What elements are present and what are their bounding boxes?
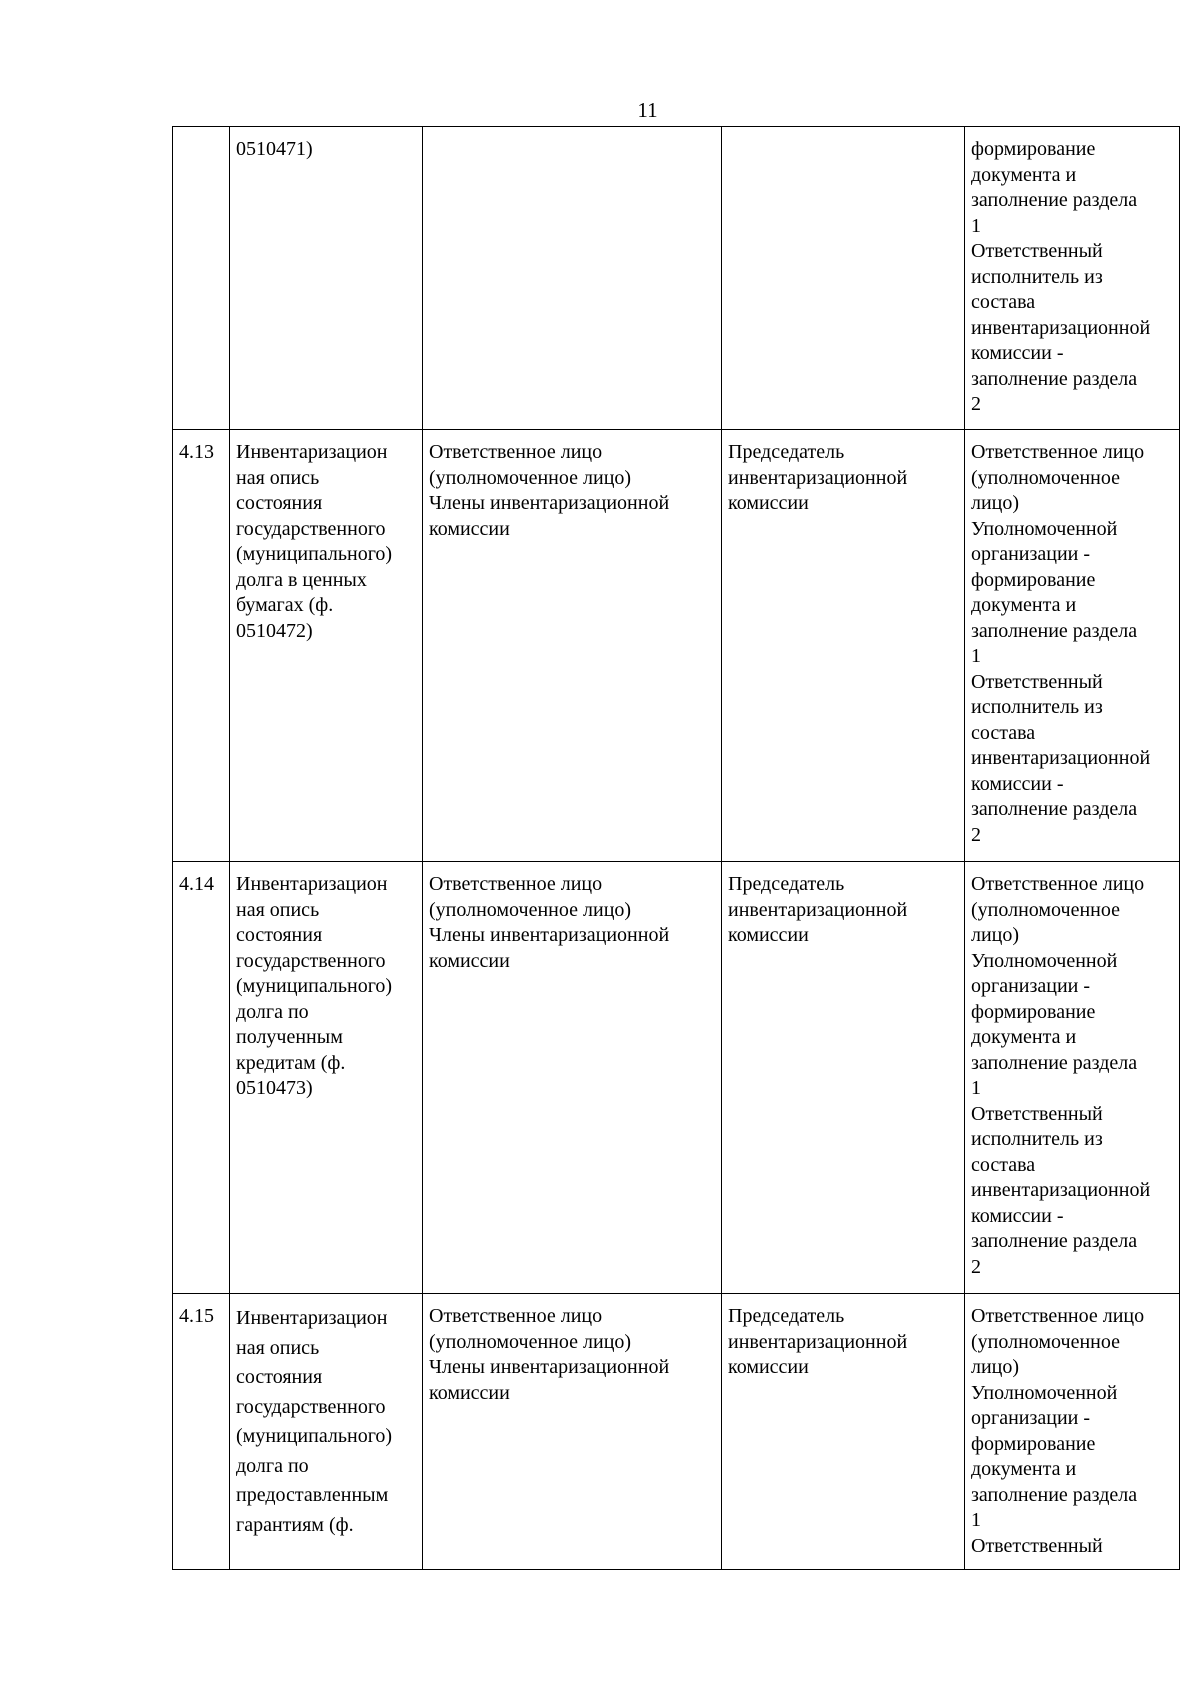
cell-text-line: исполнитель из bbox=[971, 265, 1103, 288]
document-title-cell bbox=[230, 430, 423, 862]
cell-text-line: состояния bbox=[236, 1366, 323, 1388]
cell-text-line: предоставленным bbox=[236, 1484, 389, 1506]
cell-text-line: документа и bbox=[971, 163, 1077, 186]
cell-text-line: Уполномоченной bbox=[971, 949, 1118, 972]
cell-text-line: заполнение раздела bbox=[971, 189, 1138, 211]
cell-text-line: лицо) bbox=[971, 492, 1020, 514]
cell-text-line: Ответственный bbox=[971, 240, 1103, 262]
table-row bbox=[173, 1294, 1180, 1570]
cell-text-line: Ответственный bbox=[971, 670, 1103, 693]
cell-text-line: долга в ценных bbox=[236, 568, 367, 591]
cell-text-line: Инвентаризацион bbox=[236, 1307, 388, 1329]
cell-text-line: (уполномоченное bbox=[971, 898, 1121, 921]
cell-text-line: (уполномоченное лицо) bbox=[429, 466, 632, 489]
cell-text-line: Члены инвентаризационной bbox=[429, 1356, 670, 1378]
table-row bbox=[173, 862, 1180, 1294]
cell-text-line: полученным bbox=[236, 1026, 343, 1048]
cell-text-line: состава bbox=[971, 291, 1036, 313]
cell-text-line: бумагах (ф. bbox=[236, 594, 334, 616]
cell-text-line: (муниципального) bbox=[236, 1425, 393, 1447]
row-number-cell: 4.13 bbox=[173, 430, 230, 862]
executor-cell bbox=[965, 430, 1180, 862]
responsible-cell bbox=[423, 430, 722, 862]
cell-text-line: лицо) bbox=[971, 924, 1020, 946]
cell-text-line: (муниципального) bbox=[236, 975, 393, 997]
cell-text-line: исполнитель из bbox=[971, 1128, 1103, 1150]
cell-text-line: формирование bbox=[971, 568, 1096, 591]
cell-text-line: состояния bbox=[236, 924, 323, 946]
cell-text-line: лицо) bbox=[971, 1356, 1020, 1378]
cell-text-line: кредитам (ф. bbox=[236, 1051, 346, 1074]
cell-text-line: инвентаризационной bbox=[971, 747, 1151, 769]
cell-text-line: Председатель bbox=[728, 1305, 845, 1327]
cell-text-line: Инвентаризацион bbox=[236, 873, 388, 895]
cell-text-line: состава bbox=[971, 1153, 1036, 1176]
cell-text-line: 1 bbox=[971, 1509, 981, 1531]
cell-text-line: заполнение раздела bbox=[971, 1483, 1138, 1506]
table-row bbox=[173, 127, 1180, 430]
cell-text-line: (уполномоченное bbox=[971, 466, 1121, 489]
row-number-cell bbox=[173, 127, 230, 430]
row-number-cell: 4.15 bbox=[173, 1294, 230, 1570]
cell-text-line: заполнение раздела bbox=[971, 619, 1138, 642]
cell-text-line: ная опись bbox=[236, 1336, 320, 1359]
cell-text-line: комиссии bbox=[429, 949, 510, 972]
cell-text-line: организации - bbox=[971, 543, 1091, 565]
cell-text-line: Ответственное лицо bbox=[429, 873, 603, 895]
cell-text-line: 2 bbox=[971, 393, 981, 415]
cell-text-line: Председатель bbox=[728, 873, 845, 895]
cell-text-line: формирование bbox=[971, 1432, 1096, 1455]
table-row bbox=[173, 430, 1180, 862]
cell-text-line: комиссии bbox=[429, 517, 510, 540]
document-table bbox=[172, 126, 1180, 1570]
cell-text-line: Ответственное лицо bbox=[429, 441, 603, 463]
cell-text-line: 1 bbox=[971, 214, 981, 237]
cell-text-line: 0510472) bbox=[236, 619, 313, 642]
cell-text-line: формирование bbox=[971, 1000, 1096, 1023]
cell-text-line: инвентаризационной bbox=[971, 1179, 1151, 1201]
approver-cell bbox=[722, 862, 965, 1294]
document-title-cell bbox=[230, 862, 423, 1294]
cell-text-line: состава bbox=[971, 721, 1036, 744]
cell-text-line: документа и bbox=[971, 1026, 1077, 1048]
cell-text-line: Ответственное лицо bbox=[971, 873, 1145, 895]
cell-text-line: гарантиям (ф. bbox=[236, 1513, 354, 1536]
cell-text-line: долга по bbox=[236, 1000, 309, 1023]
cell-text-line: формирование bbox=[971, 138, 1096, 160]
cell-text-line: 1 bbox=[971, 645, 981, 667]
cell-text-line: ная опись bbox=[236, 898, 320, 921]
cell-text-line: 2 bbox=[971, 1255, 981, 1278]
document-title-cell bbox=[230, 1294, 423, 1570]
cell-text-line: инвентаризационной bbox=[728, 1330, 908, 1353]
cell-text-line: комиссии - bbox=[971, 772, 1064, 795]
cell-text-line: 0510473) bbox=[236, 1077, 313, 1099]
cell-text-line: состояния bbox=[236, 492, 323, 514]
cell-text-line: Ответственное лицо bbox=[971, 441, 1145, 463]
cell-text-line: (уполномоченное лицо) bbox=[429, 898, 632, 921]
cell-text-line: долга по bbox=[236, 1454, 309, 1477]
cell-text-line: Инвентаризацион bbox=[236, 441, 388, 463]
cell-text-line: государственного bbox=[236, 1395, 386, 1418]
cell-text-line: Председатель bbox=[728, 441, 845, 463]
cell-text-line: заполнение раздела bbox=[971, 798, 1138, 820]
cell-text-line: комиссии bbox=[728, 492, 809, 514]
cell-text-line: Ответственное лицо bbox=[971, 1305, 1145, 1327]
cell-text-line: комиссии bbox=[728, 1356, 809, 1378]
cell-text-line: Ответственное лицо bbox=[429, 1305, 603, 1327]
cell-text-line: (уполномоченное bbox=[971, 1330, 1121, 1353]
cell-text-line: Члены инвентаризационной bbox=[429, 924, 670, 946]
executor-cell bbox=[965, 862, 1180, 1294]
approver-cell bbox=[722, 1294, 965, 1570]
executor-cell bbox=[965, 1294, 1180, 1570]
cell-text-line: инвентаризационной bbox=[728, 898, 908, 921]
cell-text-line: Ответственный bbox=[971, 1534, 1103, 1557]
cell-text-line: государственного bbox=[236, 949, 386, 972]
approver-cell bbox=[722, 430, 965, 862]
responsible-cell bbox=[423, 1294, 722, 1570]
responsible-cell bbox=[423, 127, 722, 430]
cell-text-line: (муниципального) bbox=[236, 543, 393, 565]
cell-text-line: комиссии - bbox=[971, 1204, 1064, 1227]
approver-cell bbox=[722, 127, 965, 430]
cell-text-line: инвентаризационной bbox=[728, 466, 908, 489]
cell-text-line: ная опись bbox=[236, 466, 320, 489]
cell-text-line: заполнение раздела bbox=[971, 1230, 1138, 1252]
cell-text-line: 1 bbox=[971, 1077, 981, 1099]
cell-text-line: заполнение раздела bbox=[971, 367, 1138, 390]
cell-text-line: документа и bbox=[971, 1458, 1077, 1480]
row-number-cell: 4.14 bbox=[173, 862, 230, 1294]
executor-cell bbox=[965, 127, 1180, 430]
cell-text-line: комиссии bbox=[728, 924, 809, 946]
responsible-cell bbox=[423, 862, 722, 1294]
cell-text-line: заполнение раздела bbox=[971, 1051, 1138, 1074]
cell-text-line: организации - bbox=[971, 1407, 1091, 1429]
cell-text-line: 2 bbox=[971, 823, 981, 846]
cell-text-line: (уполномоченное лицо) bbox=[429, 1330, 632, 1353]
cell-text-line: комиссии bbox=[429, 1381, 510, 1404]
cell-text-line: 0510471) bbox=[236, 138, 313, 160]
page-number: 11 bbox=[637, 98, 658, 122]
cell-text-line: инвентаризационной bbox=[971, 316, 1151, 339]
cell-text-line: Уполномоченной bbox=[971, 1381, 1118, 1404]
cell-text-line: исполнитель из bbox=[971, 696, 1103, 718]
cell-text-line: документа и bbox=[971, 594, 1077, 616]
cell-text-line: Ответственный bbox=[971, 1102, 1103, 1125]
cell-text-line: Члены инвентаризационной bbox=[429, 492, 670, 514]
cell-text-line: организации - bbox=[971, 975, 1091, 997]
cell-text-line: Уполномоченной bbox=[971, 517, 1118, 540]
cell-text-line: комиссии - bbox=[971, 342, 1064, 364]
document-title-cell bbox=[230, 127, 423, 430]
cell-text-line: государственного bbox=[236, 517, 386, 540]
